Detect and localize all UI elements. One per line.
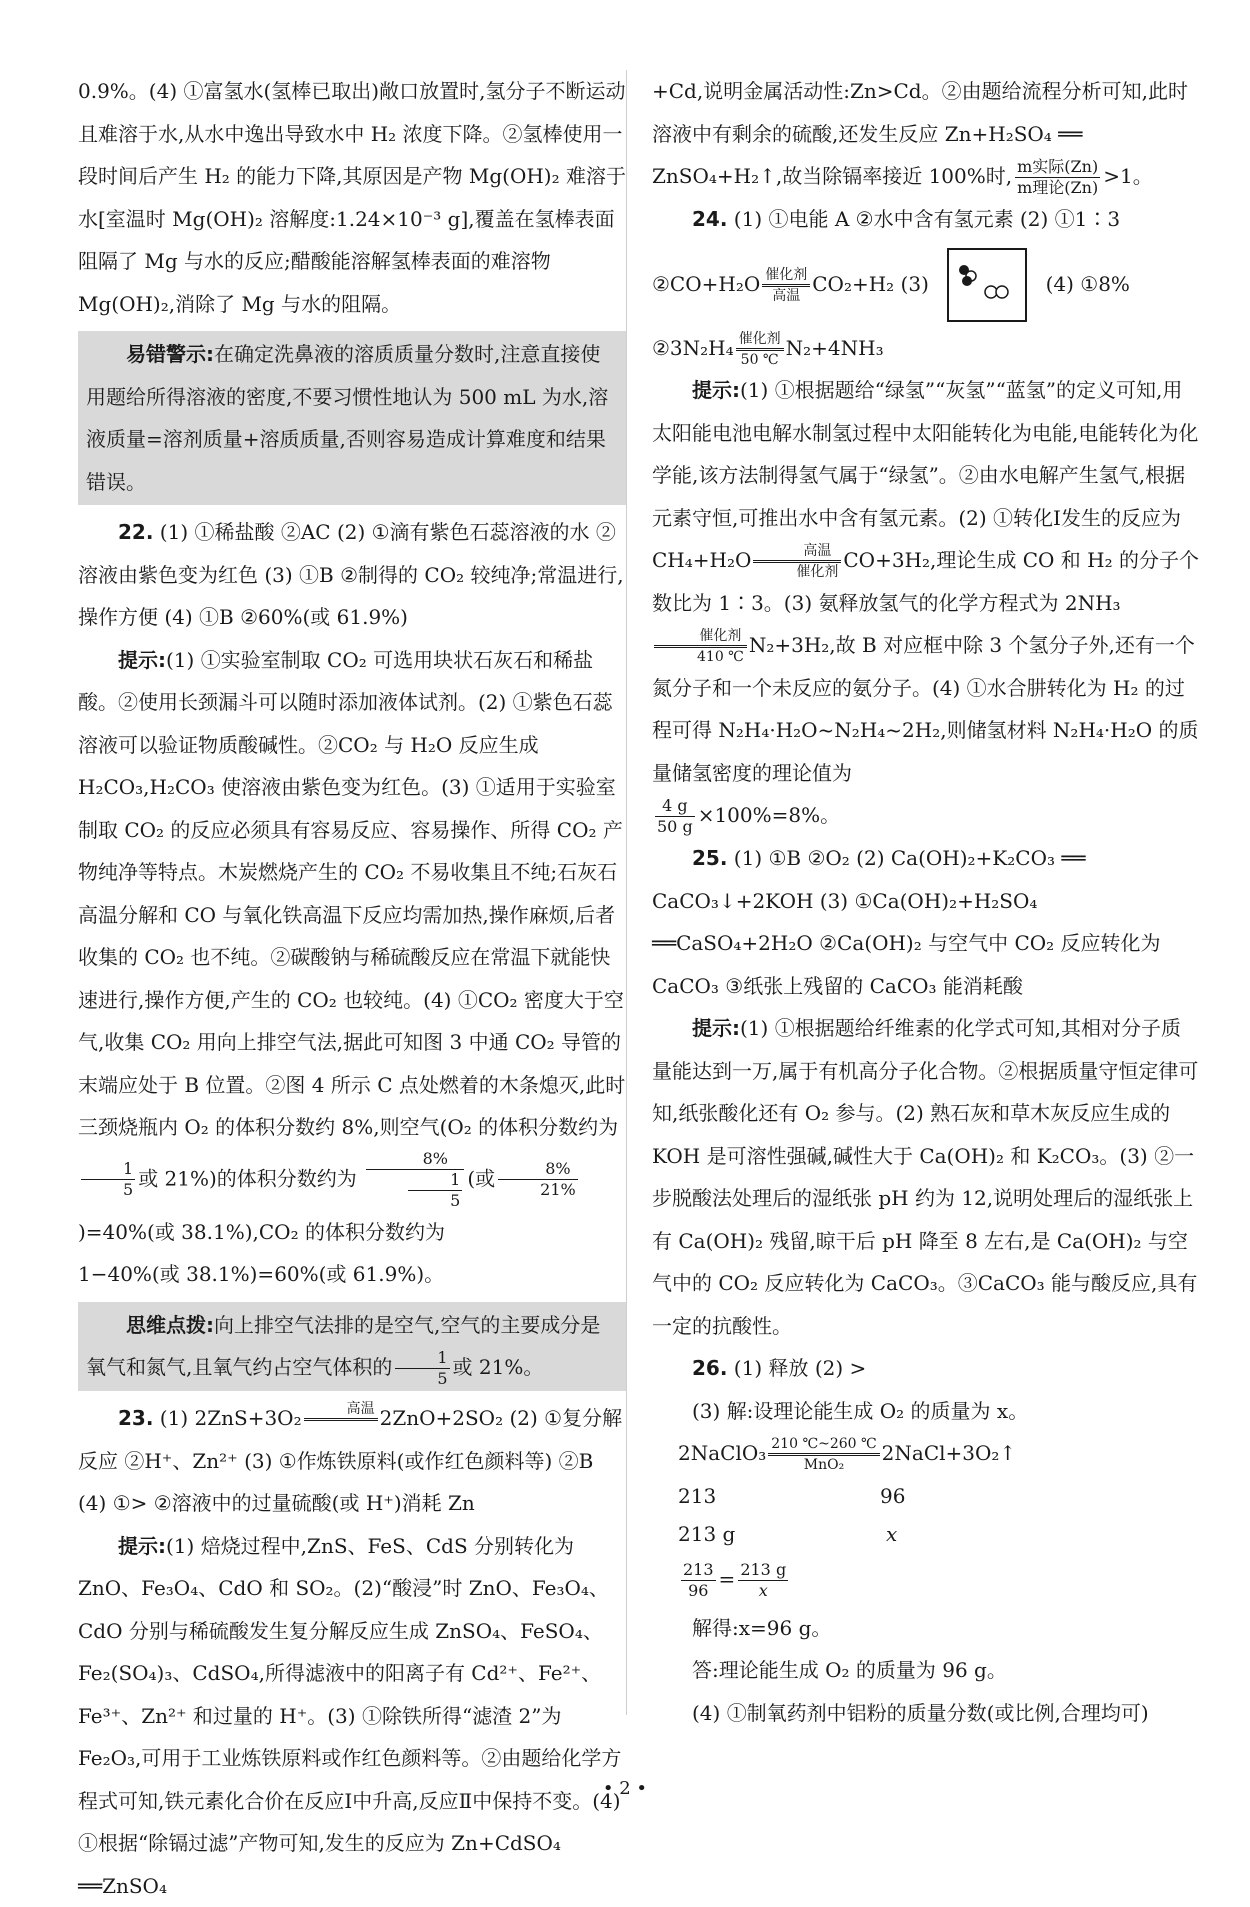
- molecule-icon: [949, 250, 1025, 320]
- answer-q22: [78, 511, 626, 639]
- hint-q24-density: $\frac{4 g}{50 g}$ ×100%=8%。: [652, 794, 1200, 837]
- thinking-tip-text-b: 或 21%。: [453, 1355, 544, 1379]
- hint-q25: 提示:(1) ①根据题给纤维素的化学式可知,其相对分子质量能达到一万,属于有机高分子化合物。②根据质量守恒定律可知,纸张酸化还有 O₂ 参与。(2) 熟石灰和草木灰反应生成的 KOH 是可溶性强碱,碱性大于 Ca(OH)₂ 和 K₂CO₃。(3) ②一步脱酸法处理后的湿纸张 pH 约为 12,说明处理后的湿纸张上有 Ca(OH)₂ 残留,晾干后 pH 降至 8 左右,是 Ca(OH)₂ 与空气中的 CO₂ 反应转化为 CaCO₃。③CaCO₃ 能与酸反应,具有一定的抗酸性。: [652, 1007, 1200, 1347]
- hint-q22-text-a: (1) ①实验室制取 CO₂ 可选用块状石灰石和稀盐酸。②使用长颈漏斗可以随时添加液体试剂。(2) ①紫色石蕊溶液可以验证物质酸碱性。②CO₂ 与 H₂O 反应生成 H₂CO₃,H₂CO₃ 使溶液由紫色变为红色。(3) ①适用于实验室制取 CO₂ 的反应必须具有容易反应、容易操作、所得 CO₂ 产物纯净等特点。木炭燃烧产生的 CO₂ 不易收集且不纯;石灰石高温分解和 CO 与氧化铁高温下反应均需加热,操作麻烦,后者收集的 CO₂ 也不纯。②碳酸钠与稀硫酸反应在常温下就能快速进行,操作方便,产生的 CO₂ 也较纯。(4) ①CO₂ 密度大于空气,收集 CO₂ 用向上排空气法,据此可知图 3 中通 CO₂ 导管的末端应处于 B 位置。②图 4 所示 C 点处燃着的木条熄灭,此时三颈烧瓶内 O₂ 的体积分数约 8%,则空气(O₂ 的体积分数约为: [78, 648, 625, 1140]
- answer-q22-text: (1) ①稀盐酸 ②AC (2) ①滴有紫色石蕊溶液的水 ②溶液由紫色变为红色 (3) ①B ②制得的 CO₂ 较纯净;常温进行,操作方便 (4) ①B ②60%(或 61.9%): [78, 520, 624, 629]
- answer-q24: [652, 198, 1200, 241]
- question-number-23: 23.: [118, 1406, 153, 1430]
- hint-label: 提示:: [692, 378, 740, 402]
- calc-mass-row: 213 g x: [652, 1513, 1200, 1551]
- hint-q22-text-b: 或 21%)的体积分数约为: [138, 1166, 357, 1190]
- paragraph-q23-cont: +Cd,说明金属活动性:Zn>Cd。②由题给流程分析可知,此时溶液中有剩余的硫酸,还发生反应 Zn+H₂SO₄ ══ ZnSO₄+H₂↑,故当除镉率接近 100%时, $\frac{\text{m实际(Zn)}}{\text{m理论(Zn)}}$ >1。: [652, 70, 1200, 198]
- answer-q24-line3: ②3N₂H₄ 催化剂 50 ℃ N₂+4NH₃: [652, 327, 1200, 370]
- hint-q22-result: 1−40%(或 38.1%)=60%(或 61.9%)。: [78, 1253, 626, 1296]
- question-number-25: 25.: [692, 846, 727, 870]
- fraction-mass-ratio: $\frac{\text{m实际(Zn)}}{\text{m理论(Zn)}}$: [1015, 157, 1100, 198]
- reaction-condition-catalyst-50c: 催化剂 50 ℃: [736, 330, 784, 369]
- fraction-or-label: (或: [467, 1166, 495, 1190]
- hint-q23: [78, 1525, 626, 1907]
- answer-q26-part4: (4) ①制氧药剂中铝粉的质量分数(或比例,合理均可): [652, 1692, 1200, 1735]
- molecule-diagram-box: [947, 248, 1027, 322]
- error-warning-label: 易错警示:: [126, 342, 214, 366]
- calc-molar-row: 213 96: [652, 1475, 1200, 1513]
- calc-proportion: $\frac{213}{96}$ = $\frac{213 g}{x}$: [652, 1551, 1200, 1607]
- hint-q24: 提示:(1) ①根据题给“绿氢”“灰氢”“蓝氢”的定义可知,用太阳能电池电解水制氢过程中太阳能转化为电能,电能转化为化学能,该方法制得氢气属于“绿氢”。②由水电解产生氢气,根据元素守恒,可推出水中含有氢元素。(2) ①转化Ⅰ发生的反应为 CH₄+H₂O 高温 催化剂 CO+3H₂,理论生成 CO 和 H₂ 的分子个数比为 1∶3。(3) 氨释放氢气的化学方程式为 2NH₃ 催化剂 410 ℃ N₂+3H₂,故 B 对应框中除 3 个氢分子外,还有一个氮分子和一个未反应的氨分子。(4) ①水合肼转化为 H₂ 的过程可得 N₂H₄·H₂O~N₂H₄~2H₂,则储氢材料 N₂H₄·H₂O 的质量储氢密度的理论值为: [652, 369, 1200, 794]
- thinking-tip-label: 思维点拨:: [126, 1313, 214, 1337]
- thinking-tip-box: [78, 1302, 626, 1392]
- page-number: • 2 •: [0, 1778, 1250, 1799]
- hint-label: 提示:: [692, 1016, 740, 1040]
- question-number-22: 22.: [118, 520, 153, 544]
- hint-label: 提示:: [118, 1534, 166, 1558]
- answer-q23-text-b: 2ZnO+2SO₂ (2) ①复分解反应 ②H⁺、Zn²⁺ (3) ①作炼铁原料(或作红色颜料等) ②B (4) ①> ②溶液中的过量硫酸(或 H⁺)消耗 Zn: [78, 1406, 622, 1515]
- hint-q22: [78, 639, 626, 1254]
- calc-answer: 答:理论能生成 O₂ 的质量为 96 g。: [652, 1649, 1200, 1692]
- answer-q26: 26. (1) 释放 (2) >: [652, 1347, 1200, 1390]
- answer-q24-line2: ②CO+H₂O 催化剂 高温 CO₂+H₂ (3) (4) ①8%: [652, 241, 1200, 327]
- fraction-eight-percent-over-fifth: $\frac{8\%}{\frac{1}{5}}$: [366, 1149, 464, 1211]
- left-column: [78, 70, 626, 1907]
- fraction-hydrogen-density: $\frac{4 g}{50 g}$: [655, 796, 695, 837]
- answer-q23: [78, 1397, 626, 1525]
- fraction-eight-over-twentyone: $\frac{8\%}{21\%}$: [498, 1159, 578, 1200]
- paragraph-q21-end: 0.9%。(4) ①富氢水(氢棒已取出)敞口放置时,氢分子不断运动且难溶于水,从水中逸出导致水中 H₂ 浓度下降。②氢棒使用一段时间后产生 H₂ 的能力下降,其原因是产物 Mg(OH)₂ 难溶于水[室温时 Mg(OH)₂ 溶解度:1.24×10⁻³ g],覆盖在氢棒表面阻隔了 Mg 与水的反应;醋酸能溶解氢棒表面的难溶物 Mg(OH)₂,消除了 Mg 与水的阻隔。: [78, 70, 626, 325]
- calc-equation: 2NaClO₃ 210 ℃~260 ℃ MnO₂ 2NaCl+3O₂↑: [652, 1432, 1200, 1475]
- fraction-one-fifth: $\frac{1}{5}$: [81, 1159, 135, 1200]
- error-warning-text: 在确定洗鼻液的溶质质量分数时,注意直接使用题给所得溶液的密度,不要习惯性地认为 500 mL 为水,溶液质量=溶剂质量+溶质质量,否则容易造成计算难度和结果错误。: [86, 342, 608, 494]
- answer-q25: 25. (1) ①B ②O₂ (2) Ca(OH)₂+K₂CO₃ ══ CaCO₃↓+2KOH (3) ①Ca(OH)₂+H₂SO₄ ══CaSO₄+2H₂O ②Ca(OH)₂ 与空气中 CO₂ 反应转化为 CaCO₃ ③纸张上残留的 CaCO₃ 能消耗酸: [652, 837, 1200, 1007]
- question-number-26: 26.: [692, 1356, 727, 1380]
- error-warning-box: [78, 331, 626, 505]
- column-divider: [626, 70, 627, 1715]
- reaction-condition-hightemp-catalyst: 高温 催化剂: [753, 542, 841, 581]
- calc-intro: (3) 解:设理论能生成 O₂ 的质量为 x。: [652, 1390, 1200, 1433]
- hint-q23-text: (1) 焙烧过程中,ZnS、FeS、CdS 分别转化为 ZnO、Fe₃O₄、CdO 和 SO₂。(2)“酸浸”时 ZnO、Fe₃O₄、CdO 分别与稀硫酸发生复分解反应生成 ZnSO₄、FeSO₄、Fe₂(SO₄)₃、CdSO₄,所得滤液中的阳离子有 Cd²⁺、Fe²⁺、Fe³⁺、Zn²⁺ 和过量的 H⁺。(3) ①除铁所得“滤渣 2”为 Fe₂O₃,可用于工业炼铁原料或作红色颜料等。②由题给化学方程式可知,铁元素化合价在反应Ⅰ中升高,反应Ⅱ中保持不变。(4) ①根据“除镉过滤”产物可知,发生的反应为 Zn+CdSO₄ ══ZnSO₄: [78, 1534, 621, 1898]
- hint-label: 提示:: [118, 648, 166, 672]
- calc-solve: 解得:x=96 g。: [652, 1607, 1200, 1650]
- right-column: [652, 70, 1200, 1734]
- answer-q23-text-a: (1) 2ZnS+3O₂: [160, 1406, 302, 1430]
- reaction-condition-high-temp: 高温: [304, 1400, 378, 1439]
- fraction-one-fifth-tip: $\frac{1}{5}$: [395, 1348, 449, 1389]
- reaction-condition-catalyst-410c: 催化剂 410 ℃: [654, 627, 747, 666]
- hint-q22-text-c: )=40%(或 38.1%),CO₂ 的体积分数约为: [78, 1220, 445, 1244]
- reaction-condition-catalyst-hightemp: 催化剂 高温: [762, 266, 810, 305]
- answer-q24-text-a: (1) ①电能 A ②水中含有氢元素 (2) ①1∶3: [734, 207, 1120, 231]
- thinking-tip-text-a: 向上排空气法排的是空气,空气的主要成分是氧气和氮气,且氧气约占空气体积的: [86, 1313, 600, 1380]
- question-number-24: 24.: [692, 207, 727, 231]
- reaction-condition-mno2: 210 ℃~260 ℃ MnO₂: [768, 1435, 879, 1474]
